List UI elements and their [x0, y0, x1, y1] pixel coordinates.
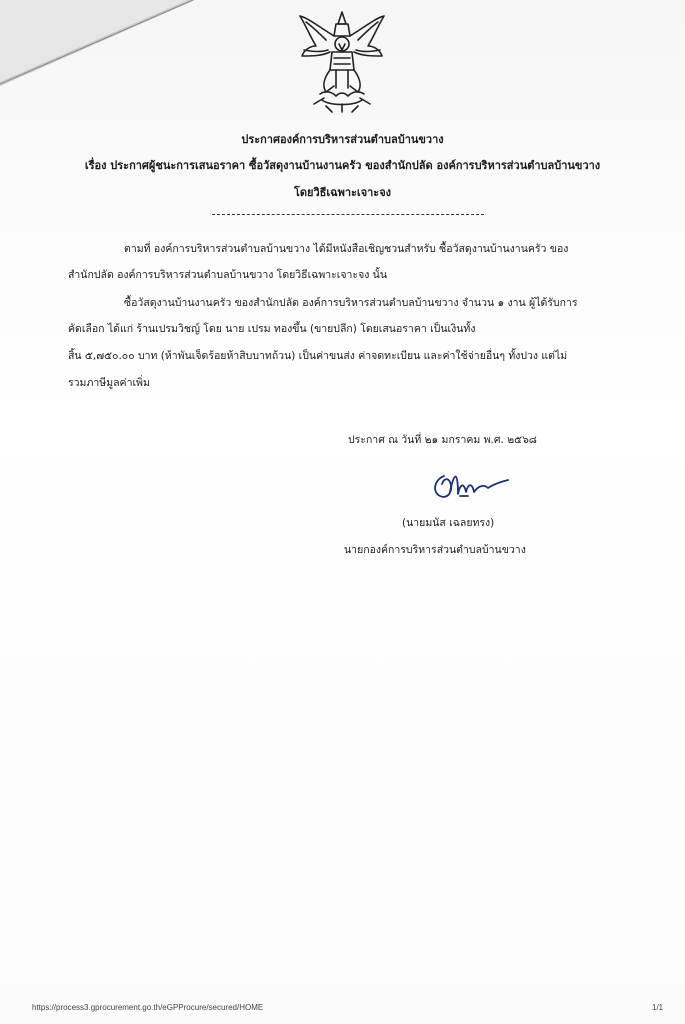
announcement-subject: เรื่อง ประกาศผู้ชนะการเสนอราคา ซื้อวัสดุงานบ้านงานครัว ของสำนักปลัด องค์การบริหารส่วนตำบลบ้านขวาง — [84, 159, 601, 172]
page-number: 1/1 — [652, 1003, 664, 1012]
body-paragraph-line: คัดเลือก ได้แก่ ร้านเปรมวิชญ์ โดย นาย เปรม ทองขึ้น (ขายปลีก) โดยเสนอราคา เป็นเงินทั้ง — [68, 323, 476, 335]
body-paragraph-line: รวมภาษีมูลค่าเพิ่ม — [68, 377, 150, 389]
body-paragraph-line: สำนักปลัด องค์การบริหารส่วนตำบลบ้านขวาง โดยวิธีเฉพาะเจาะจง นั้น — [68, 269, 388, 281]
body-paragraph-line: สิ้น ๕,๗๕๐.๐๐ บาท (ห้าพันเจ็ดร้อยห้าสิบบาทถ้วน) เป็นค่าขนส่ง ค่าจดทะเบียน และค่าใช้จ่ายอื่นๆ ทั้งปวง แต่ไม่ — [68, 350, 568, 362]
signer-position: นายกองค์การบริหารส่วนตำบลบ้านขวาง — [344, 544, 526, 556]
procurement-method: โดยวิธีเฉพาะเจาะจง — [293, 186, 392, 199]
body-paragraph-line: ตามที่ องค์การบริหารส่วนตำบลบ้านขวาง ได้มีหนังสือเชิญชวนสำหรับ ซื้อวัสดุงานบ้านงานครัว ของ — [124, 243, 569, 255]
announcement-date: ประกาศ ณ วันที่ ๒๑ มกราคม พ.ศ. ๒๕๖๘ — [348, 434, 537, 446]
footer-url: https://process3.gprocurement.go.th/eGPProcure/secured/HOME — [32, 1003, 264, 1012]
handwritten-signature — [424, 466, 514, 508]
garuda-emblem — [296, 6, 388, 114]
body-paragraph-line: ซื้อวัสดุงานบ้านงานครัว ของสำนักปลัด องค์การบริหารส่วนตำบลบ้านขวาง จำนวน ๑ งาน ผู้ได้รับการ — [124, 297, 578, 309]
announcement-title: ประกาศองค์การบริหารส่วนตำบลบ้านขวาง — [241, 133, 444, 146]
header-divider — [212, 214, 484, 215]
signer-name: (นายมนัส เฉลยทรง) — [402, 517, 495, 529]
